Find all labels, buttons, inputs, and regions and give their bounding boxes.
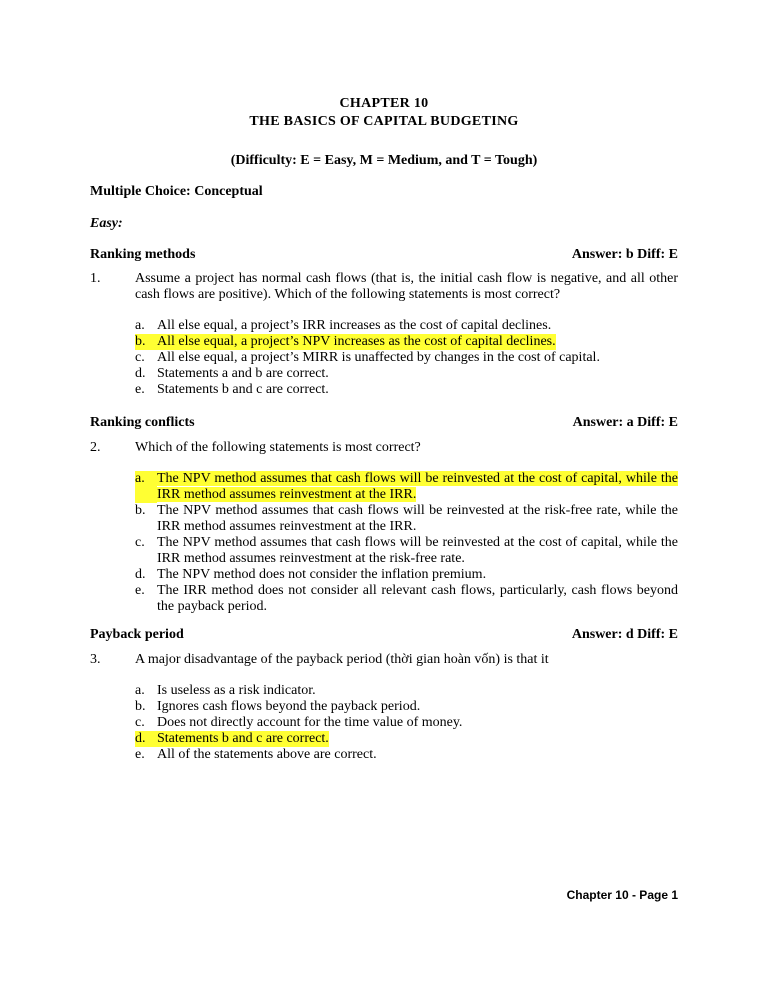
option-b-correct: b. All else equal, a project’s NPV increases as the cost of capital declines. [135,334,556,349]
option-b: b. The NPV method assumes that cash flows will be reinvested at the risk-free rate, while the IRR method assumes reinvestment at the IRR. [135,503,678,534]
option-b: b. Ignores cash flows beyond the payback period. [135,699,421,714]
option-e: e. Statements b and c are correct. [135,382,329,397]
option-a-correct: a. The NPV method assumes that cash flows will be reinvested at the cost of capital, while the IRR method assumes reinvestment at the IRR. [135,471,678,502]
page-footer: Chapter 10 - Page 1 [566,888,678,902]
question-text: A major disadvantage of the payback period (thời gian hoàn vốn) is that it [135,652,549,667]
section-heading: Multiple Choice: Conceptual [90,184,263,199]
question-number: 1. [90,271,101,286]
answer-meta: Answer: b Diff: E [571,247,678,262]
option-a: a. Is useless as a risk indicator. [135,683,316,698]
question-text: Which of the following statements is most correct? [135,440,421,455]
option-list [135,683,678,763]
option-d-correct: d. Statements b and c are correct. [135,731,329,746]
option-c: c. The NPV method assumes that cash flows will be reinvested at the cost of capital, while the IRR method assumes reinvestment at the risk-free rate. [135,535,678,566]
question-number: 2. [90,440,101,455]
option-d: d. The NPV method does not consider the inflation premium. [135,567,487,582]
question-topic: Ranking conflicts [90,415,195,430]
option-d: d. Statements a and b are correct. [135,366,329,381]
option-list [135,471,678,615]
difficulty-level: Easy: [90,216,123,231]
chapter-number: CHAPTER 10 [339,96,429,111]
option-c: c. Does not directly account for the time value of money. [135,715,463,730]
question-topic: Ranking methods [90,247,196,262]
chapter-title: THE BASICS OF CAPITAL BUDGETING [249,114,519,129]
question-topic: Payback period [90,627,184,642]
option-e: e. All of the statements above are correct. [135,747,377,762]
question-3-header [90,627,678,643]
question-2-header [90,415,678,431]
option-list [135,318,678,398]
option-c: c. All else equal, a project’s MIRR is unaffected by changes in the cost of capital. [135,350,600,365]
option-e: e. The IRR method does not consider all relevant cash flows, particularly, cash flows beyond the payback period. [135,583,678,614]
answer-meta: Answer: d Diff: E [571,627,678,642]
question-1-header [90,247,678,263]
question-text: Assume a project has normal cash flows (that is, the initial cash flow is negative, and all other cash flows are positive). Which of the following statements is most correct? [135,271,678,302]
answer-meta: Answer: a Diff: E [572,415,678,430]
difficulty-legend: (Difficulty: E = Easy, M = Medium, and T = Tough) [230,153,538,168]
question-number: 3. [90,652,101,667]
option-a: a. All else equal, a project’s IRR increases as the cost of capital declines. [135,318,552,333]
